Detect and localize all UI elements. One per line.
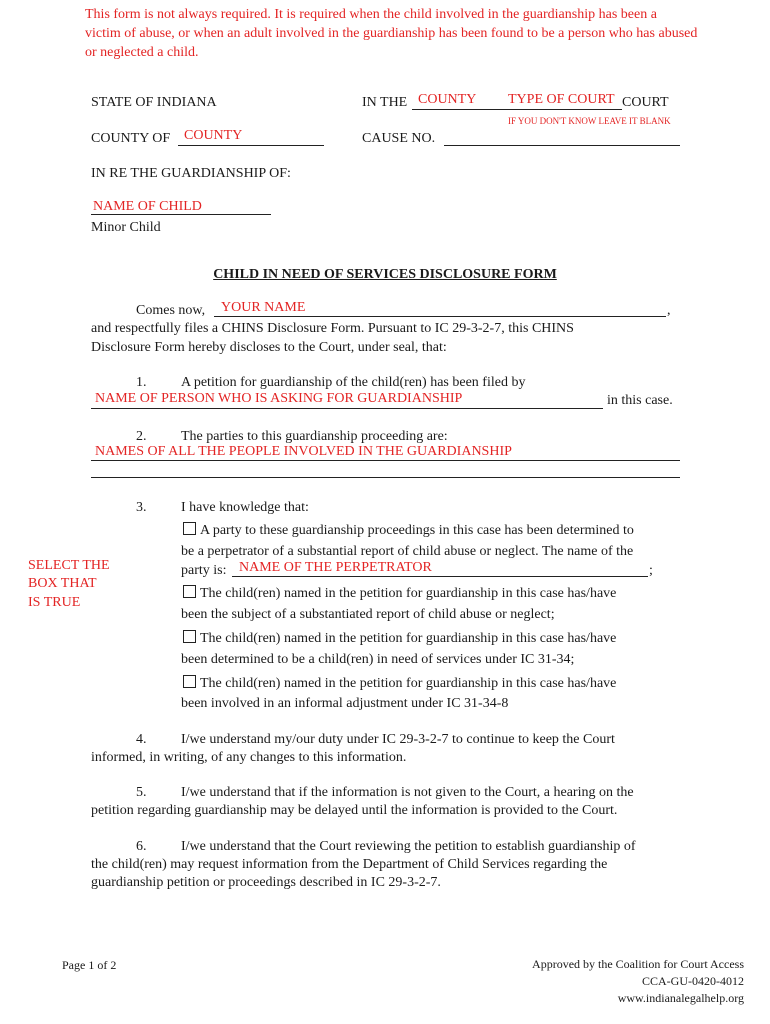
item-2-text: The parties to this guardianship proceeding are: [181, 429, 448, 444]
item-1-tail: in this case. [607, 393, 673, 408]
option-d-line-2: been involved in an informal adjustment under IC 31-34-8 [181, 696, 509, 711]
note-line-1: SELECT THE [28, 558, 110, 573]
notice-line-2: victim of abuse, or when an adult involved in the guardianship has been found to be a person who has abused [85, 26, 698, 41]
county-field[interactable]: COUNTY [418, 92, 477, 107]
form-title: CHILD IN NEED OF SERVICES DISCLOSURE FORM [213, 267, 557, 282]
option-c-line-2: been determined to be a child(ren) in need of services under IC 31-34; [181, 652, 575, 667]
petitioner-field[interactable]: NAME OF PERSON WHO IS ASKING FOR GUARDIANSHIP [95, 391, 463, 406]
item-1-text: A petition for guardianship of the child(ren) has been filed by [181, 375, 526, 390]
intro-line-2: and respectfully files a CHINS Disclosure Form. Pursuant to IC 29-3-2-7, this CHINS [91, 321, 574, 336]
item-6-line-1: I/we understand that the Court reviewing the petition to establish guardianship of [181, 839, 636, 854]
note-line-2: BOX THAT [28, 576, 97, 591]
item-5-number: 5. [136, 785, 147, 800]
in-the-label: IN THE [362, 95, 408, 110]
option-d-line-1: The child(ren) named in the petition for guardianship in this case has/have [200, 676, 617, 691]
note-line-3: IS TRUE [28, 595, 81, 610]
child-name-field[interactable]: NAME OF CHILD [93, 199, 202, 214]
minor-child-label: Minor Child [91, 220, 161, 235]
county-of-label: COUNTY OF [91, 131, 171, 146]
petitioner-line [91, 408, 603, 409]
option-c [183, 630, 616, 648]
your-name-field[interactable]: YOUR NAME [221, 300, 306, 315]
county-of-field[interactable]: COUNTY [184, 128, 243, 143]
court-type-field[interactable]: TYPE OF COURT [508, 92, 615, 107]
parties-line-2[interactable] [91, 477, 680, 478]
cause-no-field[interactable] [444, 145, 680, 146]
court-line [412, 109, 622, 110]
option-b-checkbox[interactable] [183, 585, 196, 598]
option-c-checkbox[interactable] [183, 630, 196, 643]
intro-line-3: Disclosure Form hereby discloses to the Court, under seal, that: [91, 340, 447, 355]
item-4-number: 4. [136, 732, 147, 747]
option-b-line-1: The child(ren) named in the petition for guardianship in this case has/have [200, 586, 617, 601]
option-d-checkbox[interactable] [183, 675, 196, 688]
perpetrator-field[interactable]: NAME OF THE PERPETRATOR [239, 560, 432, 575]
item-5-line-2: petition regarding guardianship may be delayed until the information is provided to the Court. [91, 803, 618, 818]
form-code: CCA-GU-0420-4012 [642, 974, 744, 988]
court-label: COURT [622, 95, 669, 110]
footer-approval [532, 956, 744, 1007]
option-a [183, 522, 634, 540]
option-a-line-1: A party to these guardianship proceedings in this case has been determined to [200, 523, 634, 538]
comes-now-label: Comes now, [136, 303, 206, 318]
option-a-checkbox[interactable] [183, 522, 196, 535]
item-1-number: 1. [136, 375, 147, 390]
notice-line-3: or neglected a child. [85, 45, 199, 60]
item-3-number: 3. [136, 500, 147, 515]
parties-field[interactable]: NAMES OF ALL THE PEOPLE INVOLVED IN THE GUARDIANSHIP [95, 444, 512, 459]
cause-no-label: CAUSE NO. [362, 131, 436, 146]
option-a-end: ; [649, 563, 653, 578]
item-3-text: I have knowledge that: [181, 500, 309, 515]
comma: , [667, 303, 671, 318]
page-number: Page 1 of 2 [62, 958, 117, 972]
option-a-line-3: party is: [181, 563, 227, 578]
county-of-line [178, 145, 324, 146]
item-6-number: 6. [136, 839, 147, 854]
footer-url[interactable]: www.indianalegalhelp.org [617, 991, 744, 1005]
item-4-line-2: informed, in writing, of any changes to this information. [91, 750, 407, 765]
approved-by: Approved by the Coalition for Court Access [532, 957, 744, 971]
option-d [183, 675, 616, 693]
item-6-line-2: the child(ren) may request information from the Department of Child Services regarding the [91, 857, 608, 872]
option-a-line-2: be a perpetrator of a substantial report of child abuse or neglect. The name of the [181, 544, 634, 559]
notice-line-1: This form is not always required. It is required when the child involved in the guardianship has been a [85, 7, 657, 22]
in-re-label: IN RE THE GUARDIANSHIP OF: [91, 166, 291, 181]
option-c-line-1: The child(ren) named in the petition for guardianship in this case has/have [200, 631, 617, 646]
item-2-number: 2. [136, 429, 147, 444]
court-hint: IF YOU DON'T KNOW LEAVE IT BLANK [508, 116, 671, 126]
state-label: STATE OF INDIANA [91, 95, 217, 110]
item-5-line-1: I/we understand that if the information is not given to the Court, a hearing on the [181, 785, 634, 800]
item-6-line-3: guardianship petition or proceedings described in IC 29-3-2-7. [91, 875, 441, 890]
option-b-line-2: been the subject of a substantiated report of child abuse or neglect; [181, 607, 555, 622]
item-4-line-1: I/we understand my/our duty under IC 29-3-2-7 to continue to keep the Court [181, 732, 615, 747]
option-b [183, 585, 616, 603]
